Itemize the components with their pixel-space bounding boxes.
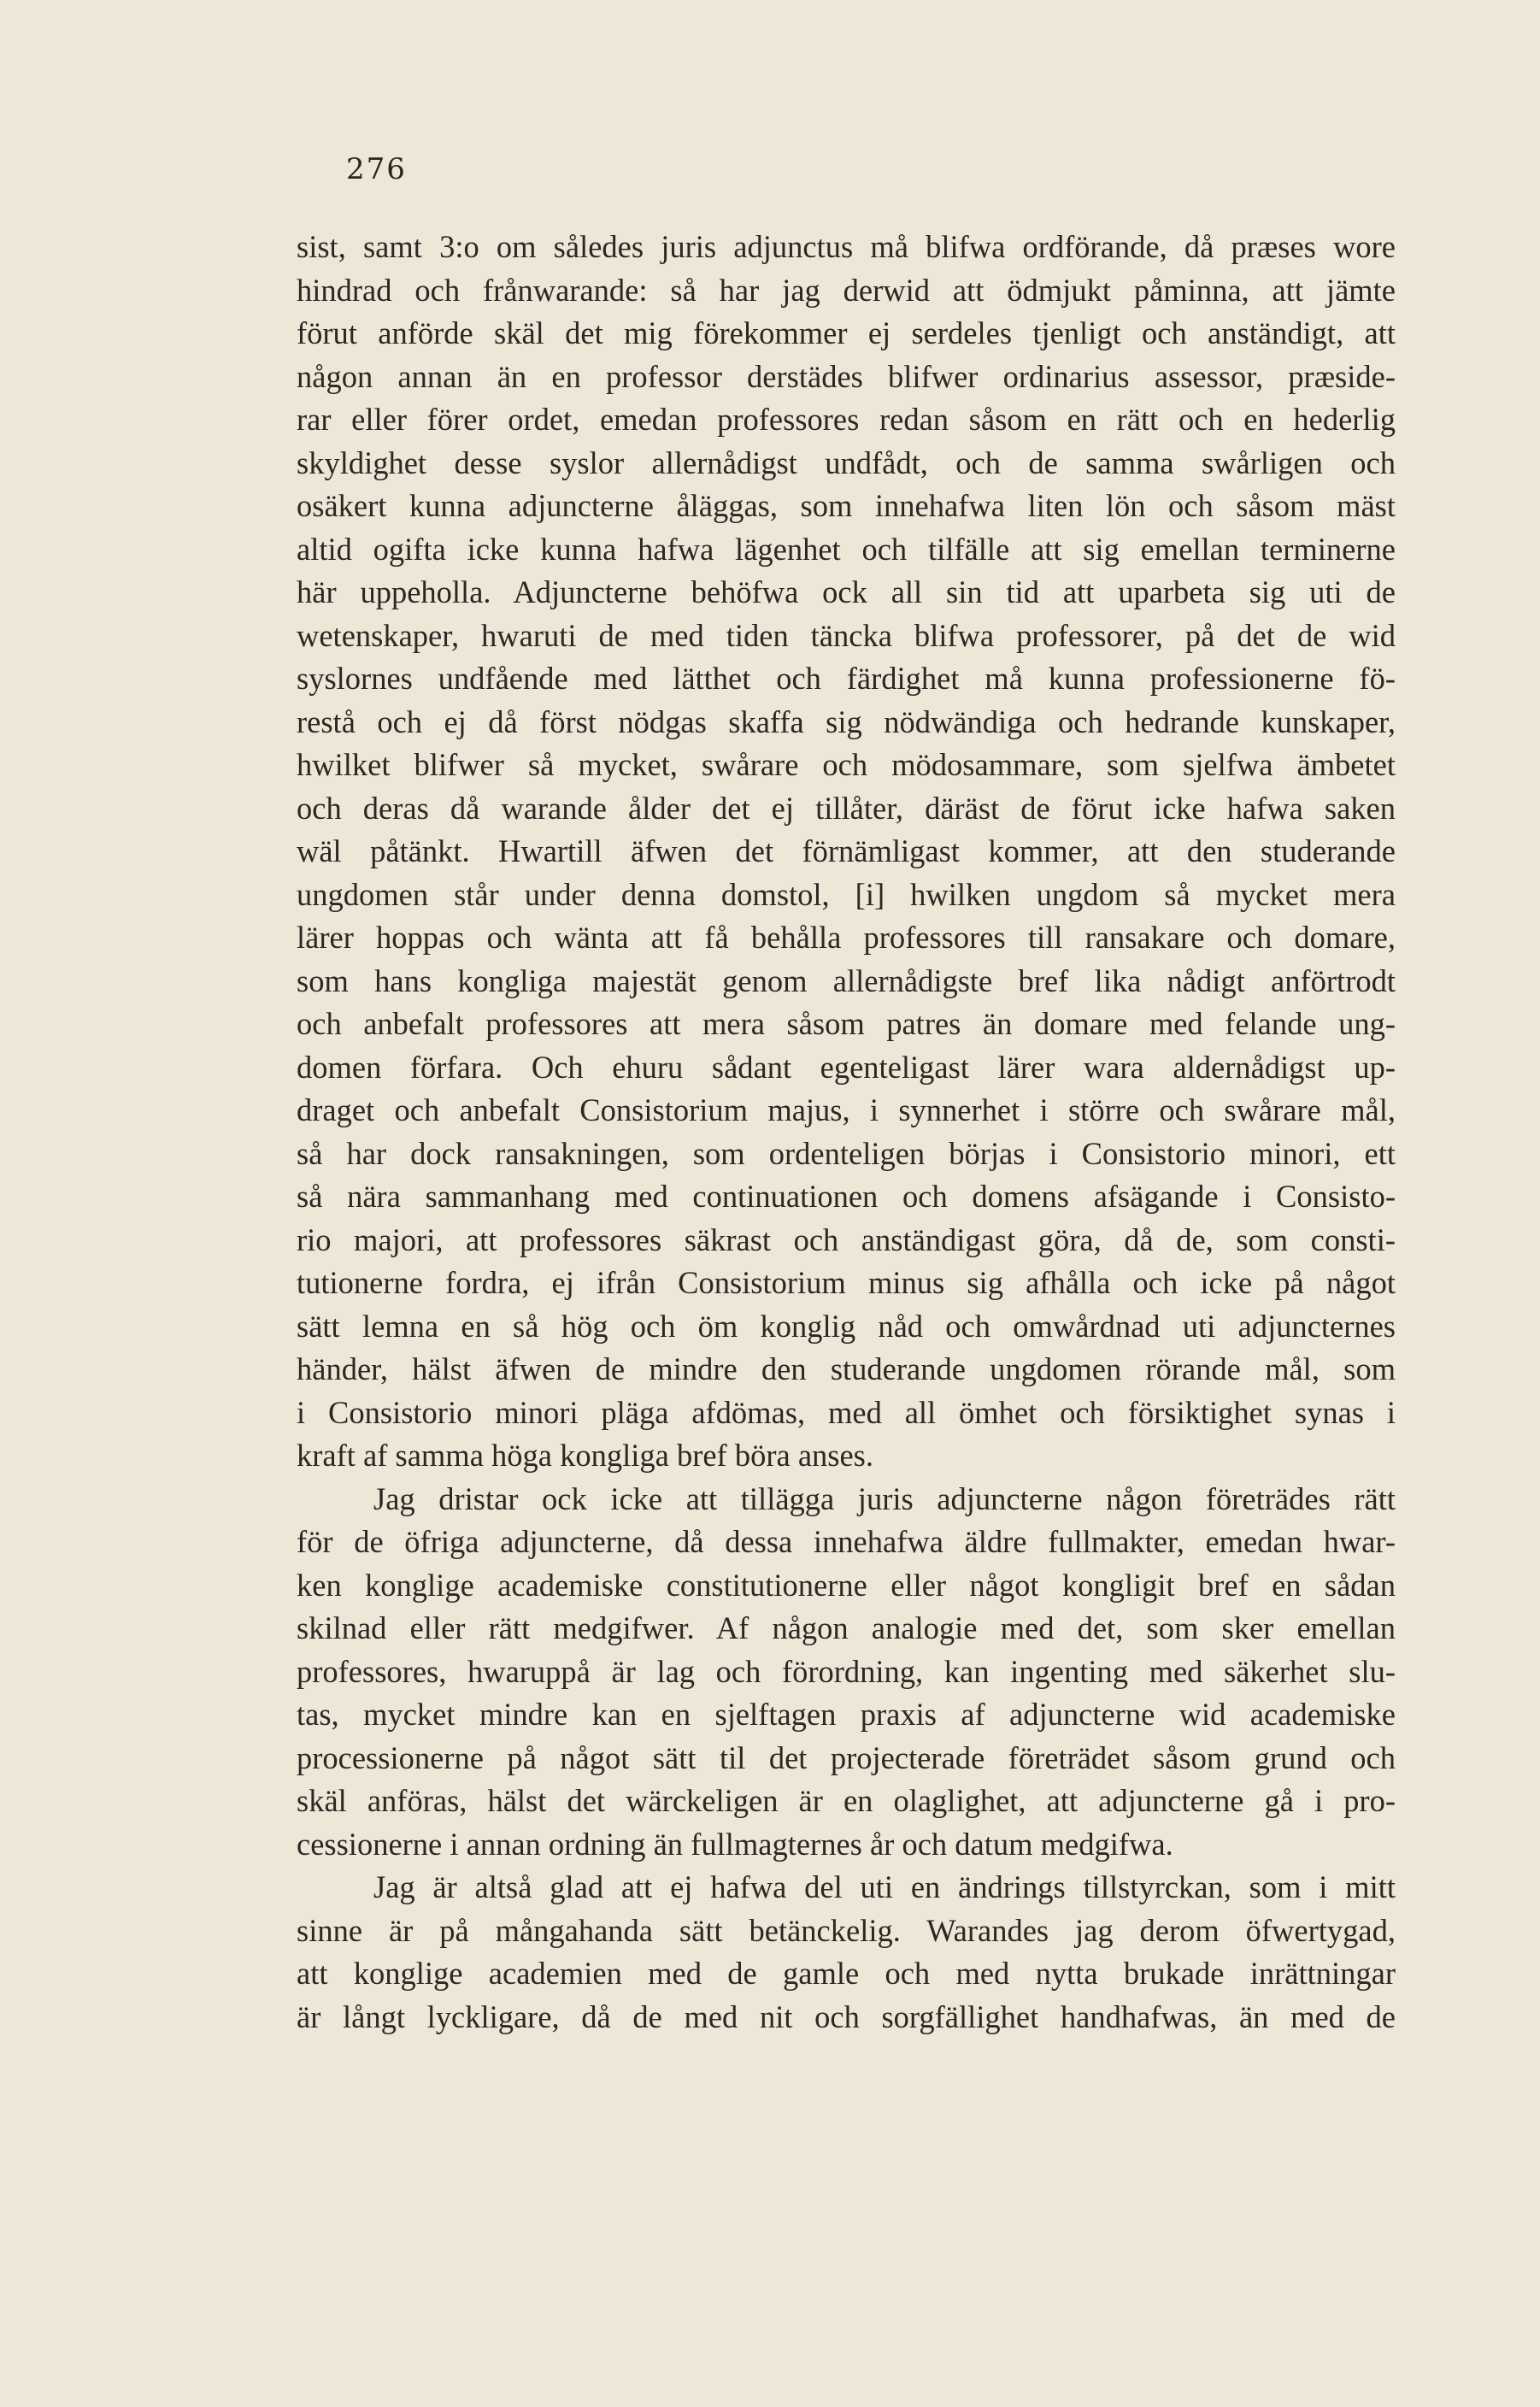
- text-line: att konglige academien med de gamle och med nytta brukade inrättningar: [297, 1956, 1396, 1991]
- text-line: händer, hälst äfwen de mindre den studerande ungdomen rörande mål, som: [297, 1351, 1396, 1386]
- text-line: wetenskaper, hwaruti de med tiden täncka blifwa professorer, på det de wid: [297, 617, 1396, 653]
- text-line: syslornes undfående med lätthet och färdighet må kunna professionerne fö-: [297, 661, 1396, 696]
- text-line: sinne är på mångahanda sätt betänckelig. Warandes jag derom öfwertygad,: [297, 1912, 1396, 1948]
- text-line: i Consistorio minori pläga afdömas, med all ömhet och försiktighet synas i: [297, 1394, 1396, 1430]
- text-line: altid ogifta icke kunna hafwa lägenhet och tilfälle att sig emellan terminerne: [297, 531, 1396, 567]
- text-line: och anbefalt professores att mera såsom patres än domare med felande ung-: [297, 1006, 1396, 1041]
- text-line: ken konglige academiske constitutionerne eller något kongligit bref en sådan: [297, 1567, 1396, 1603]
- text-line: Jag är altså glad att ej hafwa del uti en ändrings tillstyrckan, som i mitt: [373, 1869, 1396, 1904]
- text-line: Jag dristar ock icke att tillägga juris adjuncterne någon företrädes rätt: [373, 1480, 1396, 1516]
- text-line: är långt lyckligare, då de med nit och sorgfällighet handhafwas, än med de: [297, 1998, 1396, 2034]
- text-line: skilnad eller rätt medgifwer. Af någon analogie med det, som sker emellan: [297, 1610, 1396, 1645]
- text-line: restå och ej då först nödgas skaffa sig nödwändiga och hedrande kunskaper,: [297, 703, 1396, 739]
- text-line: processionerne på något sätt til det projecterade företrädet såsom grund och: [297, 1739, 1396, 1775]
- text-line: sist, samt 3:o om således juris adjunctus må blifwa ordförande, då præses wore: [297, 229, 1396, 264]
- text-line: förut anförde skäl det mig förekommer ej serdeles tjenligt och anständigt, att: [297, 315, 1396, 350]
- text-line: rar eller förer ordet, emedan professores redan såsom en rätt och en hederlig: [297, 402, 1396, 437]
- body-text: [297, 226, 1396, 2039]
- text-line: för de öfriga adjuncterne, då dessa innehafwa äldre fullmakter, emedan hwar-: [297, 1524, 1396, 1559]
- page-number: 276: [346, 152, 407, 186]
- text-line: skäl anföras, hälst det wärckeligen är en olaglighet, att adjuncterne gå i pro-: [297, 1783, 1396, 1818]
- text-line: domen förfara. Och ehuru sådant egenteligast lärer wara aldernådigst up-: [297, 1049, 1396, 1085]
- text-line: rio majori, att professores säkrast och anständigast göra, då de, som consti-: [297, 1221, 1396, 1257]
- text-line: skyldighet desse syslor allernådigst undfådt, och de samma swårligen och: [297, 444, 1396, 480]
- text-line: wäl påtänkt. Hwartill äfwen det förnämligast kommer, att den studerande: [297, 833, 1396, 868]
- text-line: som hans kongliga majestät genom allernådigste bref lika nådigt anförtrodt: [297, 962, 1396, 998]
- text-line: cessionerne i annan ordning än fullmagternes år och datum medgifwa.: [297, 1826, 1173, 1862]
- text-line: kraft af samma höga kongliga bref böra anses.: [297, 1438, 874, 1473]
- text-line: och deras då warande ålder det ej tillåter, däräst de förut icke hafwa saken: [297, 790, 1396, 826]
- text-line: ungdomen står under denna domstol, [i] hwilken ungdom så mycket mera: [297, 876, 1396, 912]
- text-line: tutionerne fordra, ej ifrån Consistorium minus sig afhålla och icke på något: [297, 1265, 1396, 1300]
- text-line: hindrad och frånwarande: så har jag derwid att ödmjukt påminna, att jämte: [297, 272, 1396, 308]
- text-line: hwilket blifwer så mycket, swårare och mödosammare, som sjelfwa ämbetet: [297, 747, 1396, 782]
- text-line: så har dock ransakningen, som ordenteligen börjas i Consistorio minori, ett: [297, 1135, 1396, 1171]
- text-line: sätt lemna en så hög och öm konglig nåd och omwårdnad uti adjuncternes: [297, 1308, 1396, 1344]
- text-line: osäkert kunna adjuncterne åläggas, som innehafwa liten lön och såsom mäst: [297, 488, 1396, 523]
- text-line: draget och anbefalt Consistorium majus, i synnerhet i större och swårare mål,: [297, 1092, 1396, 1127]
- text-line: lärer hoppas och wänta att få behålla professores till ransakare och domare,: [297, 920, 1396, 955]
- text-line: så nära sammanhang med continuationen och domens afsägande i Consisto-: [297, 1179, 1396, 1214]
- text-line: här uppeholla. Adjuncterne behöfwa ock all sin tid att uparbeta sig uti de: [297, 574, 1396, 609]
- text-line: tas, mycket mindre kan en sjelftagen praxis af adjuncterne wid academiske: [297, 1697, 1396, 1732]
- text-line: professores, hwaruppå är lag och förordning, kan ingenting med säkerhet slu-: [297, 1653, 1396, 1689]
- text-line: någon annan än en professor derstädes blifwer ordinarius assessor, præside-: [297, 358, 1396, 394]
